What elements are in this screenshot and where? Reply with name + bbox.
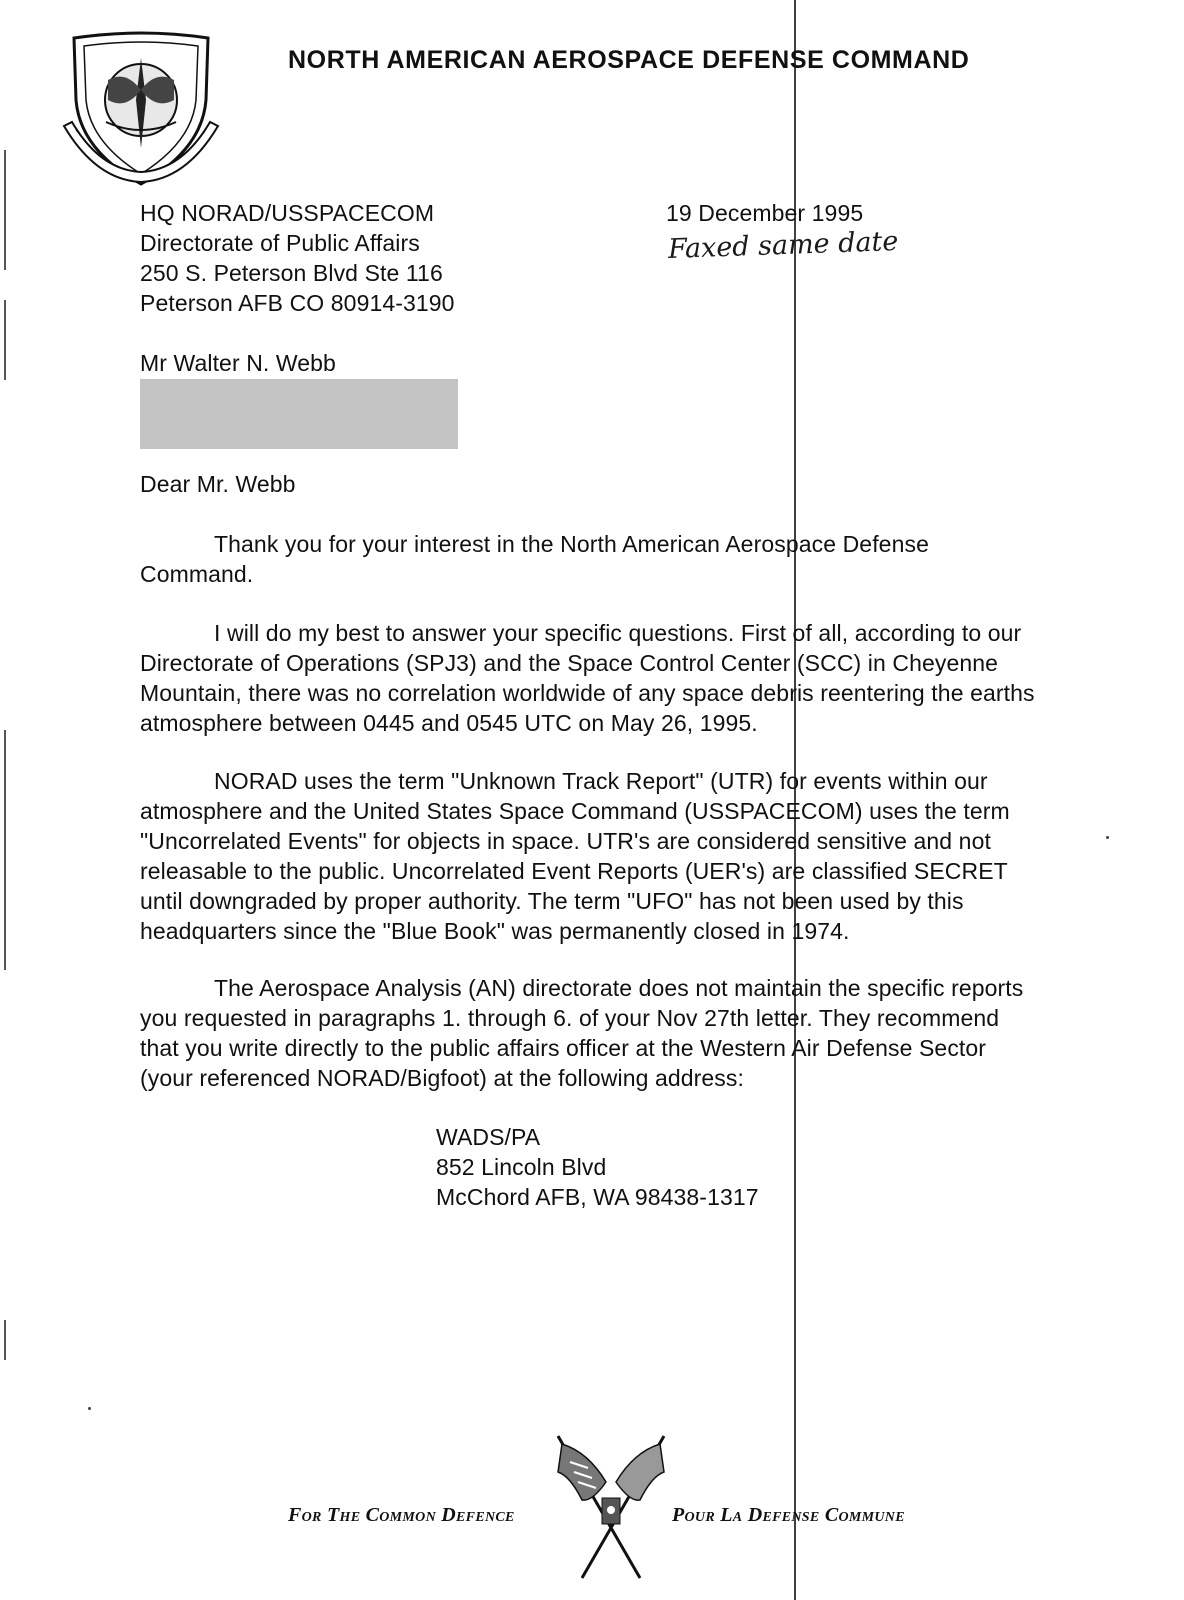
wads-address-line: McChord AFB, WA 98438-1317 bbox=[436, 1184, 759, 1210]
letter-date: 19 December 1995 bbox=[666, 200, 864, 226]
paragraph-line: releasable to the public. Uncorrelated Event Reports (UER's) are classified SECRET bbox=[140, 858, 1008, 884]
paragraph-line: Thank you for your interest in the North American Aerospace Defense bbox=[214, 531, 929, 557]
handwritten-note: Faxed same date bbox=[667, 225, 899, 266]
paragraph-line: Command. bbox=[140, 561, 254, 587]
paragraph-4 bbox=[140, 973, 1023, 1093]
paragraph-line: Directorate of Operations (SPJ3) and the Space Control Center (SCC) in Cheyenne bbox=[140, 650, 999, 676]
motto-english: For The Common Defence bbox=[288, 1504, 515, 1526]
wads-address-line: WADS/PA bbox=[436, 1124, 541, 1150]
sender-address bbox=[140, 198, 455, 318]
paragraph-line: atmosphere between 0445 and 0545 UTC on May 26, 1995. bbox=[140, 710, 758, 736]
wads-address bbox=[436, 1122, 759, 1212]
paragraph-1 bbox=[140, 529, 929, 589]
paragraph-3 bbox=[140, 766, 1010, 946]
scan-speck bbox=[88, 1407, 91, 1410]
paragraph-line: until downgraded by proper authority. The term "UFO" has not been used by this bbox=[140, 888, 964, 914]
redacted-address bbox=[140, 379, 458, 449]
scan-speck bbox=[1106, 836, 1109, 839]
paragraph-line: atmosphere and the United States Space Command (USSPACECOM) uses the term bbox=[140, 798, 1010, 824]
motto-french: Pour La Defense Commune bbox=[672, 1504, 905, 1526]
wads-address-line: 852 Lincoln Blvd bbox=[436, 1154, 607, 1180]
sender-address-line: HQ NORAD/USSPACECOM bbox=[140, 200, 435, 226]
scan-edge-mark bbox=[4, 150, 6, 270]
paragraph-line: that you write directly to the public affairs officer at the Western Air Defense Sector bbox=[140, 1035, 987, 1061]
paragraph-2 bbox=[140, 618, 1035, 738]
paragraph-line: "Uncorrelated Events" for objects in space. UTR's are considered sensitive and not bbox=[140, 828, 991, 854]
paragraph-line: (your referenced NORAD/Bigfoot) at the following address: bbox=[140, 1065, 744, 1091]
sender-address-line: Directorate of Public Affairs bbox=[140, 230, 420, 256]
paragraph-line: you requested in paragraphs 1. through 6. of your Nov 27th letter. They recommend bbox=[140, 1005, 1000, 1031]
paragraph-line: I will do my best to answer your specific questions. First of all, according to our bbox=[214, 620, 1022, 646]
scan-edge-mark bbox=[4, 1320, 6, 1360]
paragraph-line: NORAD uses the term "Unknown Track Report" (UTR) for events within our bbox=[214, 768, 988, 794]
salutation: Dear Mr. Webb bbox=[140, 471, 296, 497]
scan-edge-mark bbox=[4, 300, 6, 380]
paragraph-line: headquarters since the "Blue Book" was permanently closed in 1974. bbox=[140, 918, 850, 944]
sender-address-line: Peterson AFB CO 80914-3190 bbox=[140, 290, 455, 316]
norad-seal-icon bbox=[56, 30, 226, 188]
paragraph-line: The Aerospace Analysis (AN) directorate does not maintain the specific reports bbox=[214, 975, 1024, 1001]
paragraph-line: Mountain, there was no correlation worldwide of any space debris reentering the earths bbox=[140, 680, 1035, 706]
organization-title: NORTH AMERICAN AEROSPACE DEFENSE COMMAND bbox=[288, 46, 970, 74]
recipient-name: Mr Walter N. Webb bbox=[140, 350, 336, 376]
sender-address-line: 250 S. Peterson Blvd Ste 116 bbox=[140, 260, 443, 286]
scan-edge-mark bbox=[4, 730, 6, 970]
crossed-flags-icon bbox=[548, 1432, 674, 1582]
